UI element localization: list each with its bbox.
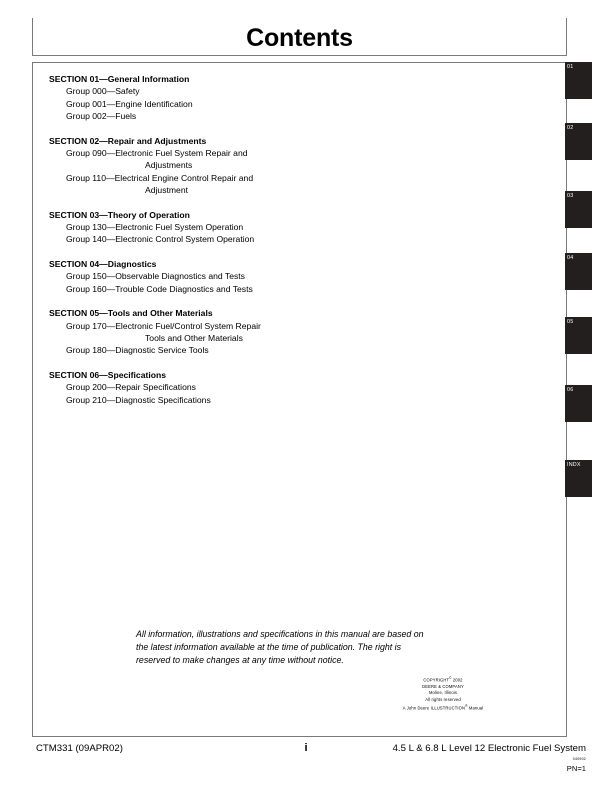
- toc-group-entry-continuation[interactable]: Adjustment: [145, 185, 188, 196]
- copyright-block: [333, 675, 553, 712]
- manual-word: Manual: [468, 705, 484, 711]
- footer-page-number: i: [304, 742, 308, 754]
- section-tab-03[interactable]: 03: [565, 191, 592, 228]
- copyright-symbol: ©: [449, 676, 452, 680]
- copyright-line-company: DEERE & COMPANY: [422, 683, 464, 689]
- legal-notice-line: reserved to make changes at any time without notice.: [136, 655, 344, 666]
- table-of-contents: [49, 73, 469, 406]
- footer-manual-id: CTM331 (09APR02): [36, 743, 123, 754]
- toc-group-entry[interactable]: Group 180—Diagnostic Service Tools: [66, 345, 209, 356]
- copyright-year: 2002: [452, 677, 463, 683]
- toc-section-heading[interactable]: SECTION 04—Diagnostics: [49, 258, 157, 269]
- registered-symbol: ®: [465, 703, 468, 708]
- footer-manual-title: 4.5 L & 6.8 L Level 12 Electronic Fuel System: [392, 743, 586, 754]
- toc-section-heading[interactable]: SECTION 01—General Information: [49, 74, 190, 84]
- toc-group-entry[interactable]: Group 160—Trouble Code Diagnostics and Tests: [66, 283, 253, 294]
- toc-section-heading[interactable]: SECTION 05—Tools and Other Materials: [49, 308, 213, 319]
- toc-section: [49, 369, 469, 406]
- footer-pn: PN=1: [566, 764, 586, 773]
- manual-brand: A John Deere ILLUSTRUCTION: [402, 705, 466, 711]
- copyright-word: COPYRIGHT: [423, 677, 450, 683]
- toc-section-heading[interactable]: SECTION 02—Repair and Adjustments: [49, 135, 207, 146]
- section-tab-01[interactable]: 01: [565, 62, 592, 99]
- page-title: Contents: [246, 24, 353, 52]
- section-tab-04[interactable]: 04: [565, 253, 592, 290]
- copyright-line-year: [333, 675, 553, 684]
- toc-section: [49, 258, 469, 295]
- toc-group-entry[interactable]: Group 110—Electrical Engine Control Repair and: [66, 172, 254, 183]
- toc-section: [49, 307, 469, 357]
- legal-notice: [136, 628, 481, 668]
- footer-date-code: 040902: [572, 757, 586, 761]
- toc-group-entry[interactable]: Group 200—Repair Specifications: [66, 382, 196, 393]
- toc-group-entry[interactable]: Group 000—Safety: [66, 86, 140, 97]
- toc-group-entry[interactable]: Group 170—Electronic Fuel/Control System Repair: [66, 320, 261, 331]
- copyright-line-city: Moline, Illinois: [428, 690, 458, 696]
- copyright-line-rights: All rights reserved: [425, 696, 461, 702]
- title-box: [32, 18, 567, 56]
- toc-section: [49, 135, 469, 197]
- content-box: [32, 62, 567, 737]
- section-tab-06[interactable]: 06: [565, 385, 592, 422]
- toc-group-entry[interactable]: Group 210—Diagnostic Specifications: [66, 394, 211, 405]
- toc-group-entry[interactable]: Group 140—Electronic Control System Operation: [66, 234, 255, 245]
- toc-group-entry[interactable]: Group 150—Observable Diagnostics and Tests: [66, 271, 245, 282]
- legal-notice-line: the latest information available at the time of publication. The right is: [136, 642, 402, 653]
- toc-group-entry[interactable]: Group 130—Electronic Fuel System Operation: [66, 222, 244, 233]
- toc-section: [49, 73, 469, 123]
- copyright-line-manual: [333, 703, 553, 712]
- legal-notice-line: All information, illustrations and specifications in this manual are based on: [136, 629, 424, 639]
- toc-group-entry-continuation[interactable]: Adjustments: [145, 160, 193, 171]
- toc-group-entry[interactable]: Group 002—Fuels: [66, 111, 137, 122]
- toc-group-entry[interactable]: Group 001—Engine Identification: [66, 98, 193, 109]
- section-tab-indx[interactable]: INDX: [565, 460, 592, 497]
- toc-section: [49, 209, 469, 246]
- section-tab-02[interactable]: 02: [565, 123, 592, 160]
- toc-group-entry-continuation[interactable]: Tools and Other Materials: [145, 332, 243, 343]
- toc-section-heading[interactable]: SECTION 06—Specifications: [49, 369, 167, 380]
- toc-section-heading[interactable]: SECTION 03—Theory of Operation: [49, 209, 190, 220]
- toc-group-entry[interactable]: Group 090—Electronic Fuel System Repair and: [66, 148, 248, 159]
- section-tab-05[interactable]: 05: [565, 317, 592, 354]
